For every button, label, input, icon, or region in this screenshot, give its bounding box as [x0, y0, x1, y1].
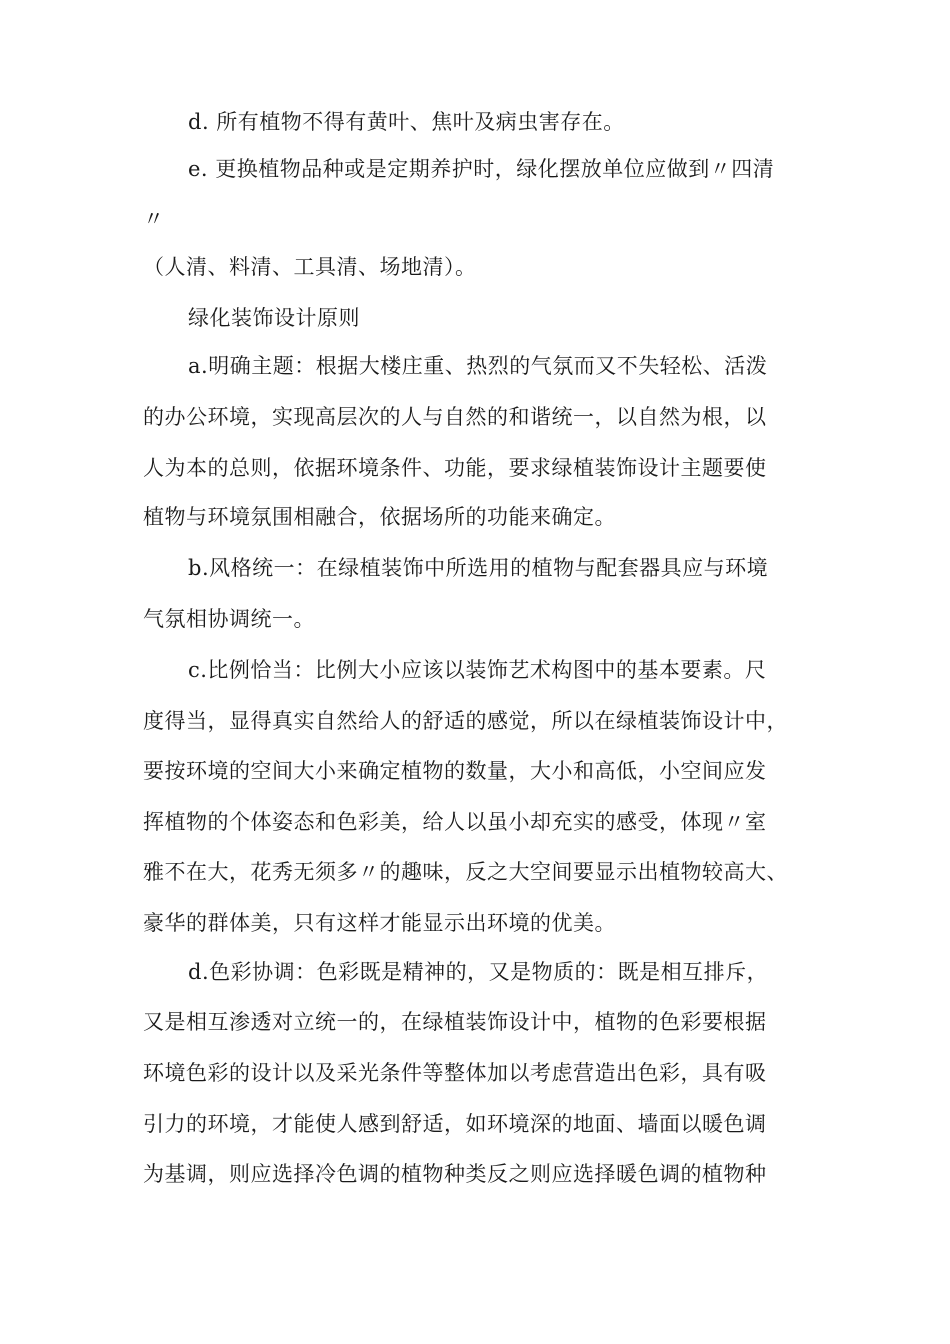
text-line: 又是相互渗透对立统一的，在绿植装饰设计中，植物的色彩要根据 [143, 1010, 767, 1034]
section-heading: 绿化装饰设计原则 [188, 306, 360, 330]
text-line: b.风格统一：在绿植装饰中所选用的植物与配套器具应与环境 [188, 556, 769, 580]
text-line: 引力的环境，才能使人感到舒适，如环境深的地面、墙面以暖色调 [143, 1112, 767, 1136]
text-line: 植物与环境氛围相融合，依据场所的功能来确定。 [143, 505, 616, 529]
text-line: c.比例恰当：比例大小应该以装饰艺术构图中的基本要素。尺 [188, 658, 767, 682]
text-line: 〃 [143, 207, 165, 231]
text-line: a.明确主题：根据大楼庄重、热烈的气氛而又不失轻松、活泼 [188, 354, 768, 378]
text-line: （人清、料清、工具清、场地清）。 [143, 255, 477, 279]
text-line: 人为本的总则，依据环境条件、功能，要求绿植装饰设计主题要使 [143, 456, 767, 480]
text-line: 为基调，则应选择冷色调的植物种类反之则应选择暖色调的植物种 [143, 1162, 767, 1186]
text-line: 挥植物的个体姿态和色彩美，给人以虽小却充实的感受，体现〃室 [143, 810, 767, 834]
text-line: e. 更换植物品种或是定期养护时，绿化摆放单位应做到〃四清 [188, 157, 775, 181]
text-line: 雅不在大，花秀无须多〃的趣味，反之大空间要显示出植物较高大、 [143, 860, 788, 884]
text-line: d. 所有植物不得有黄叶、焦叶及病虫害存在。 [188, 110, 625, 134]
text-line: 豪华的群体美，只有这样才能显示出环境的优美。 [143, 911, 616, 935]
text-line: 环境色彩的设计以及采光条件等整体加以考虑营造出色彩，具有吸 [143, 1061, 767, 1085]
text-line: d.色彩协调：色彩既是精神的，又是物质的：既是相互排斥， [188, 960, 769, 984]
text-line: 度得当，显得真实自然给人的舒适的感觉，所以在绿植装饰设计中， [143, 709, 788, 733]
text-line: 气氛相协调统一。 [143, 607, 315, 631]
text-line: 要按环境的空间大小来确定植物的数量，大小和高低，小空间应发 [143, 759, 767, 783]
text-line: 的办公环境，实现高层次的人与自然的和谐统一，以自然为根，以 [143, 405, 767, 429]
